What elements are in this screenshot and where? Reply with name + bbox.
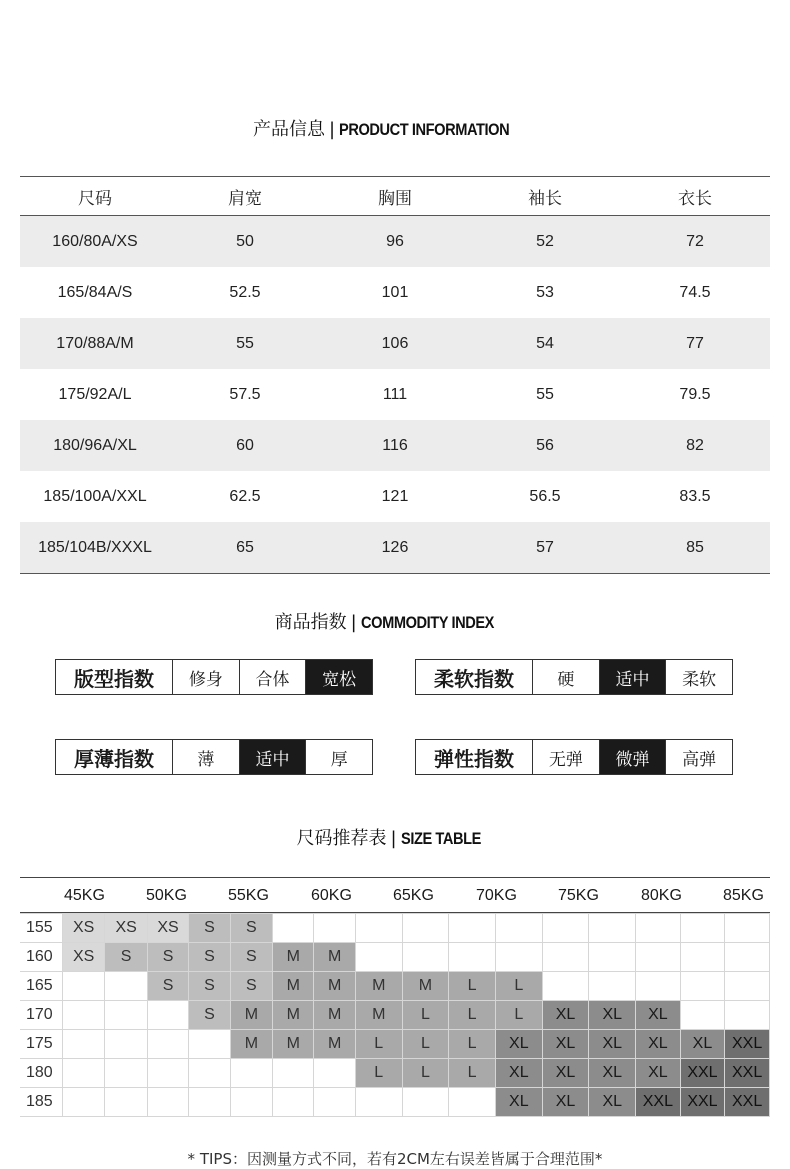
index-option-selected: 适中 (600, 660, 667, 694)
size-cell: XL (589, 1001, 636, 1030)
empty-cell (147, 1001, 188, 1030)
column-header: 衣长 (620, 177, 770, 216)
size-cell: XL (495, 1030, 542, 1059)
index-option-selected: 微弹 (600, 740, 667, 774)
size-cell: XS (62, 943, 104, 972)
empty-cell (355, 1088, 402, 1117)
table-cell: 57.5 (229, 385, 261, 403)
index-group (55, 739, 373, 775)
table-cell: 185/100A/XXL (43, 487, 147, 505)
column-header: 胸围 (320, 177, 470, 216)
size-table-title (0, 824, 790, 850)
table-cell: 77 (620, 318, 770, 369)
table-cell: 55 (536, 385, 554, 403)
index-option: 硬 (533, 660, 600, 694)
empty-cell (402, 914, 449, 943)
empty-cell (355, 943, 402, 972)
height-label: 155 (20, 914, 62, 943)
size-cell: XXL (680, 1088, 725, 1117)
index-group (55, 659, 373, 695)
empty-cell (589, 943, 636, 972)
table-cell: 96 (320, 216, 470, 268)
empty-cell (680, 1001, 725, 1030)
empty-cell (402, 943, 449, 972)
empty-cell (402, 1088, 449, 1117)
height-label: 175 (20, 1030, 62, 1059)
size-cell: M (314, 1001, 355, 1030)
size-cell: XXL (725, 1059, 770, 1088)
table-cell: 106 (320, 318, 470, 369)
empty-cell (449, 1088, 496, 1117)
size-cell: M (355, 972, 402, 1001)
size-cell: XL (589, 1030, 636, 1059)
size-row (20, 1001, 770, 1030)
table-cell: 101 (381, 283, 409, 301)
empty-cell (355, 914, 402, 943)
empty-cell (62, 972, 104, 1001)
size-cell: XXL (636, 1088, 681, 1117)
empty-cell (680, 943, 725, 972)
empty-cell (636, 943, 681, 972)
title-separator: | (350, 612, 357, 633)
empty-cell (314, 1059, 355, 1088)
table-cell: 65 (170, 522, 320, 574)
size-cell: M (230, 1001, 272, 1030)
table-row (20, 267, 770, 318)
empty-cell (680, 972, 725, 1001)
height-label: 165 (20, 972, 62, 1001)
empty-cell (189, 1059, 230, 1088)
size-cell: L (449, 1001, 496, 1030)
empty-cell (589, 972, 636, 1001)
table-cell: 74.5 (679, 283, 711, 301)
empty-cell (542, 943, 589, 972)
size-row (20, 972, 770, 1001)
empty-cell (495, 943, 542, 972)
weight-label: 60KG (311, 887, 352, 904)
empty-cell (542, 972, 589, 1001)
size-cell: L (355, 1059, 402, 1088)
empty-cell (147, 1030, 188, 1059)
weight-label: 65KG (393, 887, 434, 904)
size-cell: M (355, 1001, 402, 1030)
size-cell: XXL (725, 1088, 770, 1117)
size-cell: XL (542, 1088, 589, 1117)
table-row (20, 471, 770, 522)
index-option: 薄 (173, 740, 240, 774)
size-cell: S (230, 914, 272, 943)
size-cell: S (147, 972, 188, 1001)
empty-cell (449, 943, 496, 972)
size-cell: XXL (680, 1059, 725, 1088)
table-cell: 52 (470, 216, 620, 268)
commodity-index-title-en: COMMODITY INDEX (360, 613, 494, 632)
index-option: 修身 (173, 660, 240, 694)
index-option: 无弹 (533, 740, 600, 774)
index-group (415, 659, 733, 695)
empty-cell (273, 1088, 314, 1117)
empty-cell (62, 1088, 104, 1117)
index-name: 弹性指数 (416, 740, 533, 774)
size-cell: S (189, 972, 230, 1001)
table-cell: 165/84A/S (57, 283, 133, 301)
table-cell: 50 (170, 216, 320, 268)
size-row (20, 1030, 770, 1059)
index-group (415, 739, 733, 775)
column-header: 肩宽 (170, 177, 320, 216)
size-cell: M (314, 1030, 355, 1059)
commodity-index-title-cn: 商品指数 (274, 612, 347, 633)
size-cell: XL (542, 1001, 589, 1030)
size-table-title-en: SIZE TABLE (400, 829, 481, 848)
size-cell: XS (62, 914, 104, 943)
size-cell: XS (105, 914, 147, 943)
empty-cell (147, 1088, 188, 1117)
empty-cell (105, 1001, 147, 1030)
size-cell: S (189, 1001, 230, 1030)
empty-cell (314, 1088, 355, 1117)
size-cell: XXL (725, 1030, 770, 1059)
empty-cell (725, 1001, 770, 1030)
size-cell: M (402, 972, 449, 1001)
size-cell: XL (636, 1059, 681, 1088)
size-cell: S (189, 943, 230, 972)
weight-label: 75KG (558, 887, 599, 904)
weight-header-row (20, 877, 770, 913)
weight-label: 70KG (476, 887, 517, 904)
index-option: 厚 (330, 749, 348, 770)
table-cell: 56.5 (529, 487, 561, 505)
weight-label: 85KG (723, 887, 764, 904)
size-row (20, 1088, 770, 1117)
empty-cell (189, 1030, 230, 1059)
tips-note: * TIPS：因测量方式不同，若有2CM左右误差皆属于合理范围* (187, 1150, 603, 1168)
title-separator: | (328, 119, 336, 140)
index-name: 版型指数 (56, 660, 173, 694)
size-cell: L (449, 972, 496, 1001)
index-option-selected: 宽松 (306, 660, 372, 694)
size-cell: M (230, 1030, 272, 1059)
empty-cell (725, 972, 770, 1001)
size-cell: M (273, 972, 314, 1001)
table-cell: 72 (620, 216, 770, 268)
product-info-title (0, 115, 790, 141)
size-cell: XL (636, 1001, 681, 1030)
empty-cell (725, 943, 770, 972)
size-cell: L (355, 1030, 402, 1059)
table-cell: 126 (320, 522, 470, 574)
product-info-table (20, 176, 770, 574)
size-cell: L (402, 1001, 449, 1030)
index-name: 厚薄指数 (56, 740, 173, 774)
empty-cell (189, 1088, 230, 1117)
weight-label: 45KG (64, 887, 105, 904)
size-cell: XL (542, 1030, 589, 1059)
size-recommendation-grid (20, 913, 770, 1117)
empty-cell (62, 1001, 104, 1030)
weight-label: 80KG (641, 887, 682, 904)
empty-cell (105, 972, 147, 1001)
size-cell: L (449, 1030, 496, 1059)
size-cell: XS (147, 914, 188, 943)
size-cell: L (402, 1059, 449, 1088)
weight-label: 50KG (146, 887, 187, 904)
product-info-title-cn: 产品信息 (252, 119, 325, 140)
size-cell: S (105, 943, 147, 972)
empty-cell (725, 914, 770, 943)
table-cell: 160/80A/XS (20, 216, 170, 268)
column-header: 尺码 (20, 177, 170, 216)
size-cell: L (449, 1059, 496, 1088)
empty-cell (105, 1059, 147, 1088)
table-cell: 60 (170, 420, 320, 471)
empty-cell (62, 1030, 104, 1059)
title-separator: | (390, 828, 397, 849)
empty-cell (542, 914, 589, 943)
size-cell: XL (589, 1088, 636, 1117)
empty-cell (62, 1059, 104, 1088)
size-cell: S (230, 943, 272, 972)
index-option: 合体 (240, 660, 307, 694)
table-cell: 53 (536, 283, 554, 301)
size-cell: XL (680, 1030, 725, 1059)
table-cell: 85 (620, 522, 770, 574)
weight-label: 55KG (228, 887, 269, 904)
empty-cell (273, 1059, 314, 1088)
table-row (20, 318, 770, 369)
size-cell: M (273, 1001, 314, 1030)
empty-cell (495, 914, 542, 943)
table-row (20, 420, 770, 471)
table-cell: 185/104B/XXXL (20, 522, 170, 574)
table-cell: 116 (320, 420, 470, 471)
table-cell: 56 (470, 420, 620, 471)
height-label: 185 (20, 1088, 62, 1117)
table-cell: 55 (170, 318, 320, 369)
empty-cell (589, 914, 636, 943)
empty-cell (273, 914, 314, 943)
table-cell: 111 (382, 385, 408, 403)
table-cell: 82 (620, 420, 770, 471)
empty-cell (636, 914, 681, 943)
size-cell: M (314, 943, 355, 972)
empty-cell (147, 1059, 188, 1088)
height-label: 160 (20, 943, 62, 972)
size-cell: M (273, 1030, 314, 1059)
size-cell: L (495, 1001, 542, 1030)
table-cell: 52.5 (229, 283, 261, 301)
size-cell: S (230, 972, 272, 1001)
size-row (20, 943, 770, 972)
table-cell: 83.5 (679, 487, 711, 505)
empty-cell (230, 1059, 272, 1088)
empty-cell (105, 1088, 147, 1117)
size-row (20, 914, 770, 943)
empty-cell (105, 1030, 147, 1059)
size-cell: S (189, 914, 230, 943)
empty-cell (230, 1088, 272, 1117)
table-row (20, 369, 770, 420)
height-label: 170 (20, 1001, 62, 1030)
size-cell: M (314, 972, 355, 1001)
empty-cell (680, 914, 725, 943)
index-option: 柔软 (682, 669, 717, 690)
size-cell: XL (589, 1059, 636, 1088)
table-header-row (20, 177, 770, 216)
size-cell: XL (542, 1059, 589, 1088)
size-cell: XL (636, 1030, 681, 1059)
table-cell: 170/88A/M (20, 318, 170, 369)
empty-cell (314, 914, 355, 943)
table-cell: 79.5 (679, 385, 711, 403)
size-cell: L (402, 1030, 449, 1059)
table-cell: 57 (470, 522, 620, 574)
height-label: 180 (20, 1059, 62, 1088)
size-row (20, 1059, 770, 1088)
size-table-title-cn: 尺码推荐表 (296, 828, 387, 849)
empty-cell (636, 972, 681, 1001)
size-cell: XL (495, 1088, 542, 1117)
size-cell: M (273, 943, 314, 972)
index-name: 柔软指数 (416, 660, 533, 694)
table-row (20, 522, 770, 574)
size-cell: XL (495, 1059, 542, 1088)
table-cell: 54 (470, 318, 620, 369)
empty-cell (449, 914, 496, 943)
commodity-index-title (0, 608, 790, 634)
size-cell: L (495, 972, 542, 1001)
table-cell: 180/96A/XL (20, 420, 170, 471)
table-cell: 121 (381, 487, 409, 505)
table-cell: 175/92A/L (58, 385, 132, 403)
size-cell: S (147, 943, 188, 972)
column-header: 袖长 (470, 177, 620, 216)
table-cell: 62.5 (229, 487, 261, 505)
product-info-title-en: PRODUCT INFORMATION (339, 120, 510, 139)
table-row (20, 216, 770, 268)
index-option-selected: 适中 (240, 740, 307, 774)
index-option: 高弹 (682, 749, 717, 770)
